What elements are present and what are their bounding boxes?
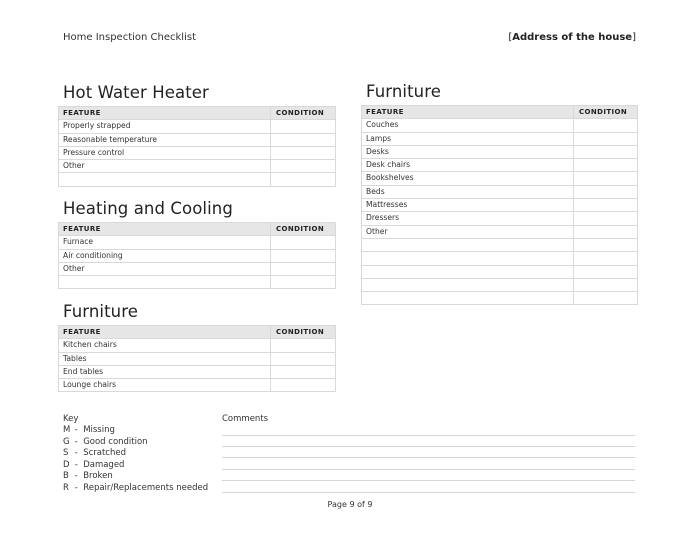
condition-cell[interactable] [271,120,336,133]
comments-label: Comments [222,414,269,424]
condition-cell[interactable] [574,119,638,132]
feature-cell[interactable]: Air conditioning [59,249,271,262]
feature-cell[interactable]: Other [59,160,271,173]
feature-cell[interactable]: Dressers [362,212,574,225]
key-separator: - [72,448,84,459]
table-row [59,236,336,249]
feature-column-header: FEATURE [59,326,271,339]
table-row [59,160,336,173]
feature-cell[interactable]: Pressure control [59,146,271,159]
feature-cell[interactable] [362,265,574,278]
feature-cell[interactable] [59,276,271,289]
address-bracket-close: ] [632,32,636,43]
table-row [59,249,336,262]
condition-cell[interactable] [574,252,638,265]
table-row [59,365,336,378]
address-bracket-open: [ [508,32,513,43]
key-separator: - [72,483,84,493]
condition-column-header: CONDITION [271,326,336,339]
feature-cell[interactable] [362,238,574,251]
section-title-heating-and-cooling: Heating and Cooling [63,199,233,218]
feature-cell[interactable]: Couches [362,119,574,132]
feature-cell[interactable]: Reasonable temperature [59,133,271,146]
key-code: G [63,436,70,447]
feature-column-header: FEATURE [362,106,574,119]
condition-cell[interactable] [271,133,336,146]
feature-column-header: FEATURE [59,223,271,236]
table-row [59,173,336,186]
comment-line[interactable] [222,435,635,436]
table-row [59,146,336,159]
table-header-row [59,107,336,120]
key-code: R [63,483,69,493]
key-description: Broken [83,471,113,482]
furniture-table-right [361,105,638,305]
condition-column-header: CONDITION [271,107,336,120]
table-row [362,172,638,185]
key-item [63,471,113,481]
feature-cell[interactable]: Other [362,225,574,238]
key-item [63,483,208,493]
feature-cell[interactable]: Bookshelves [362,172,574,185]
feature-cell[interactable]: Kitchen chairs [59,339,271,352]
condition-cell[interactable] [271,276,336,289]
feature-cell[interactable]: Properly strapped [59,120,271,133]
key-code: D [63,459,70,470]
feature-cell[interactable]: Desk chairs [362,159,574,172]
condition-cell[interactable] [271,339,336,352]
feature-cell[interactable]: Lamps [362,132,574,145]
condition-cell[interactable] [574,292,638,305]
comment-line[interactable] [222,492,635,493]
key-separator: - [72,436,84,447]
condition-cell[interactable] [574,172,638,185]
feature-cell[interactable] [362,252,574,265]
condition-cell[interactable] [574,145,638,158]
table-header-row [59,326,336,339]
feature-cell[interactable] [59,173,271,186]
table-row [362,159,638,172]
table-row [59,379,336,392]
table-row [362,199,638,212]
feature-cell[interactable]: Lounge chairs [59,379,271,392]
table-row [59,133,336,146]
hot-water-heater-table [58,106,336,187]
feature-cell[interactable]: Mattresses [362,199,574,212]
address-placeholder[interactable] [508,32,636,43]
table-row [362,292,638,305]
key-code: M [63,425,71,435]
condition-cell[interactable] [574,212,638,225]
condition-cell[interactable] [574,132,638,145]
condition-cell[interactable] [271,262,336,275]
condition-cell[interactable] [574,199,638,212]
page-number: Page 9 of 9 [327,500,373,509]
comment-line[interactable] [222,446,635,447]
feature-cell[interactable] [362,292,574,305]
table-row [59,120,336,133]
key-description: Scratched [83,448,126,459]
section-title-furniture-right: Furniture [366,82,441,101]
feature-cell[interactable]: Tables [59,352,271,365]
table-row [362,145,638,158]
key-item [63,437,148,447]
table-row [362,185,638,198]
key-separator: - [72,425,84,435]
key-description: Good condition [83,436,148,447]
table-row [362,212,638,225]
condition-cell[interactable] [271,379,336,392]
table-header-row [59,223,336,236]
key-item [63,448,126,458]
table-row [362,225,638,238]
table-row [59,262,336,275]
section-title-hot-water-heater: Hot Water Heater [63,83,209,102]
condition-cell[interactable] [574,238,638,251]
furniture-table-left [58,325,336,392]
section-title-furniture-left: Furniture [63,302,138,321]
heating-and-cooling-table [58,222,336,289]
table-row [362,252,638,265]
feature-cell[interactable]: Desks [362,145,574,158]
table-row [362,238,638,251]
key-separator: - [72,471,84,482]
table-row [362,132,638,145]
comment-line[interactable] [222,469,635,470]
feature-cell[interactable] [362,278,574,291]
condition-cell[interactable] [574,159,638,172]
table-header-row [362,106,638,119]
key-description: Damaged [83,459,125,470]
condition-cell[interactable] [574,278,638,291]
table-row [362,278,638,291]
table-row [59,352,336,365]
condition-column-header: CONDITION [574,106,638,119]
condition-cell[interactable] [271,352,336,365]
feature-cell[interactable]: Other [59,262,271,275]
condition-cell[interactable] [574,185,638,198]
key-label: Key [63,414,79,424]
comment-line[interactable] [222,480,635,481]
key-item [63,460,124,470]
table-row [59,339,336,352]
condition-cell[interactable] [574,225,638,238]
key-code: B [63,471,69,482]
condition-cell[interactable] [574,265,638,278]
key-description: Missing [83,425,115,435]
key-item [63,425,115,435]
key-separator: - [72,459,84,470]
feature-cell[interactable]: End tables [59,365,271,378]
condition-cell[interactable] [271,236,336,249]
condition-cell[interactable] [271,173,336,186]
feature-cell[interactable]: Beds [362,185,574,198]
table-row [59,276,336,289]
key-code: S [63,448,69,459]
condition-cell[interactable] [271,160,336,173]
condition-cell[interactable] [271,249,336,262]
feature-column-header: FEATURE [59,107,271,120]
table-row [362,265,638,278]
feature-cell[interactable]: Furnace [59,236,271,249]
address-text: Address of the house [512,32,633,43]
document-title: Home Inspection Checklist [63,32,196,43]
condition-column-header: CONDITION [271,223,336,236]
table-row [362,119,638,132]
condition-cell[interactable] [271,146,336,159]
key-description: Repair/Replacements needed [83,483,209,493]
condition-cell[interactable] [271,365,336,378]
comment-line[interactable] [222,457,635,458]
